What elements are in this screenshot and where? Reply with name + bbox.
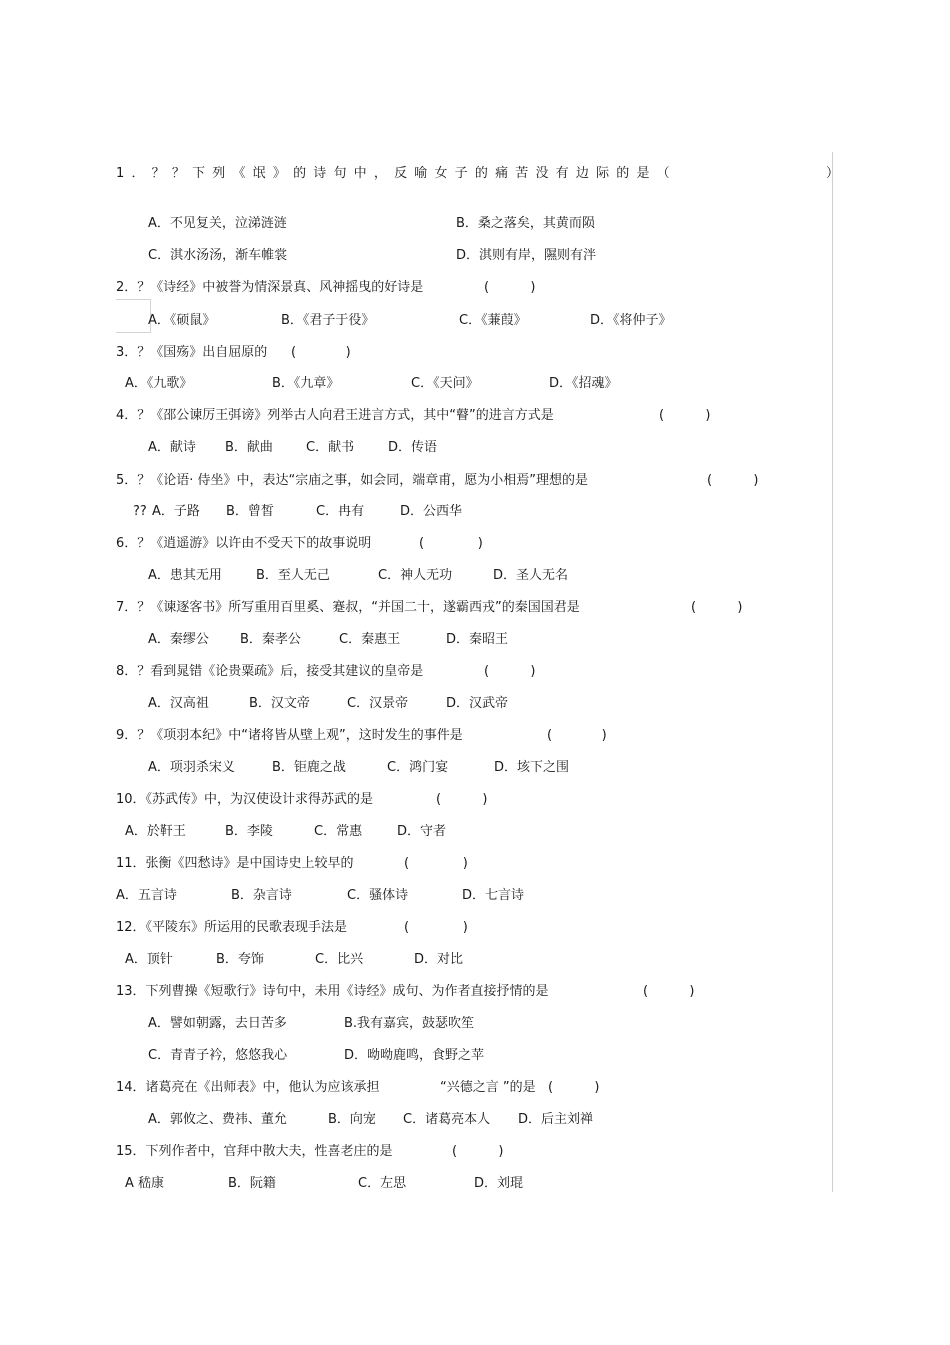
question-12-option-a: A．顶针 [125,952,173,967]
question-10-option-b: B．李陵 [225,824,273,839]
question-1-option-c: C．淇水汤汤，渐车帷裳 [148,248,288,263]
question-2-option-c: C．《蒹葭》 [459,313,527,328]
question-15-option-a: A 嵇康 [125,1176,165,1191]
question-11-option-d: D．七言诗 [462,888,525,903]
question-2-option-d: D．《将仲子》 [590,313,672,328]
question-5-option-c: C．冉有 [316,504,365,519]
question-9-stem: 9．？《项羽本纪》中“诸将皆从壁上观”，这时发生的事件是 [116,728,463,743]
question-2-answer-blank: ( ) [484,280,536,295]
question-2-stem: 2．？《诗经》中被誉为情深景真、风神摇曳的好诗是 [116,280,424,295]
question-5-stem: 5．？《论语· 侍坐》中，表达“宗庙之事，如会同，端章甫，愿为小相焉”理想的是 [116,473,589,488]
question-15-option-b: B．阮籍 [228,1176,276,1191]
question-8-answer-blank: ( ) [484,664,536,679]
question-9-option-d: D．垓下之围 [494,760,570,775]
question-7-option-a: A．秦缪公 [148,632,209,647]
question-8-option-b: B．汉文帝 [249,696,310,711]
question-8-option-c: C．汉景帝 [347,696,409,711]
question-12-option-b: B．夸饰 [216,952,264,967]
question-8-option-a: A．汉高祖 [148,696,209,711]
question-1-stem: 1．？？下列《氓》的诗句中，反喻女子的痛苦没有边际的是（ [116,166,677,181]
question-6-option-d: D．圣人无名 [493,568,569,583]
question-12-option-c: C．比兴 [315,952,364,967]
question-10-option-d: D．守者 [397,824,447,839]
question-9-answer-blank: ( ) [547,728,607,743]
question-10-answer-blank: ( ) [436,792,488,807]
question-7-stem: 7．？《谏逐客书》所写重用百里奚、蹇叔，“并国二十，遂霸西戎”的秦国国君是 [116,600,580,615]
question-15-stem: 15．下列作者中，官拜中散大夫，性喜老庄的是 [116,1144,393,1159]
question-14-option-c: C．诸葛亮本人 [403,1112,491,1127]
question-1-close-paren: ） [826,166,840,181]
question-13-stem: 13．下列曹操《短歌行》诗句中，未用《诗经》成句、为作者直接抒情的是 [116,984,549,999]
question-11-option-c: C．骚体诗 [347,888,409,903]
question-14-option-b: B．向宠 [328,1112,376,1127]
question-7-answer-blank: ( ) [691,600,743,615]
question-10-option-c: C．常惠 [314,824,363,839]
question-12-answer-blank: ( ) [404,920,468,935]
question-12-stem: 12．《平陵东》所运用的民歌表现手法是 [116,920,348,935]
question-13-option-a: A．譬如朝露，去日苦多 [148,1016,287,1031]
question-3-option-d: D．《招魂》 [549,376,618,391]
right-margin-line [832,152,833,1192]
question-9-option-b: B．钜鹿之战 [272,760,346,775]
question-14-option-d: D．后主刘禅 [518,1112,594,1127]
question-3-answer-blank: ( ) [291,345,351,360]
question-2-option-a: A．《硕鼠》 [148,313,216,328]
question-6-option-b: B．至人无己 [256,568,330,583]
question-4-stem: 4．？《邵公谏厉王弭谤》列举古人向君王进言方式，其中“瞽”的进言方式是 [116,408,554,423]
question-14-quoted-phrase: “兴德之言 ”的是 [440,1080,536,1095]
question-9-option-a: A．项羽杀宋义 [148,760,235,775]
question-10-stem: 10．《苏武传》中，为汉使设计求得苏武的是 [116,792,374,807]
question-8-stem: 8．？看到晁错《论贵粟疏》后，接受其建议的皇帝是 [116,664,424,679]
question-13-option-d: D．呦呦鹿鸣，食野之苹 [344,1048,485,1063]
question-11-option-b: B．杂言诗 [231,888,292,903]
question-2-option-b: B．《君子于役》 [281,313,375,328]
question-6-option-a: A．患其无用 [148,568,222,583]
question-6-answer-blank: ( ) [419,536,483,551]
question-4-option-d: D．传语 [388,440,438,455]
question-13-option-c: C．青青子衿，悠悠我心 [148,1048,288,1063]
question-5-option-b: B．曾皙 [226,504,274,519]
question-5-prefix: ?? [133,504,147,519]
question-1-option-d: D．淇则有岸，隰则有泮 [456,248,597,263]
question-3-stem: 3．？《国殇》出自屈原的 [116,345,268,360]
question-1-option-a: A．不见复关，泣涕涟涟 [148,216,287,231]
question-5-option-d: D．公西华 [400,504,463,519]
question-4-option-b: B．献曲 [225,440,273,455]
question-4-option-c: C．献书 [306,440,355,455]
question-7-option-b: B．秦孝公 [240,632,301,647]
question-7-option-c: C．秦惠王 [339,632,401,647]
question-15-answer-blank: ( ) [452,1144,504,1159]
question-3-option-a: A．《九歌》 [125,376,193,391]
question-6-stem: 6．？《逍遥游》以许由不受天下的故事说明 [116,536,372,551]
question-15-option-c: C．左思 [358,1176,407,1191]
question-11-answer-blank: ( ) [404,856,468,871]
scan-mark [116,299,151,333]
question-3-option-c: C．《天问》 [411,376,479,391]
question-13-answer-blank: ( ) [643,984,695,999]
question-14-answer-blank: ( ) [548,1080,600,1095]
question-12-option-d: D．对比 [414,952,464,967]
question-14-stem: 14．诸葛亮在《出师表》中，他认为应该承担 [116,1080,380,1095]
question-11-option-a: A．五言诗 [116,888,177,903]
question-4-answer-blank: ( ) [659,408,711,423]
question-15-option-d: D．刘琨 [474,1176,524,1191]
question-6-option-c: C．神人无功 [378,568,453,583]
question-8-option-d: D．汉武帝 [446,696,509,711]
question-10-option-a: A．於靬王 [125,824,186,839]
question-14-option-a: A．郭攸之、费祎、董允 [148,1112,287,1127]
question-1-option-b: B．桑之落矣，其黄而陨 [456,216,595,231]
question-5-answer-blank: ( ) [707,473,759,488]
question-9-option-c: C．鸿门宴 [387,760,449,775]
question-4-option-a: A．献诗 [148,440,196,455]
question-11-stem: 11．张衡《四愁诗》是中国诗史上较早的 [116,856,354,871]
question-7-option-d: D．秦昭王 [446,632,509,647]
question-5-option-a: A．子路 [152,504,200,519]
question-13-option-b: B.我有嘉宾，鼓瑟吹笙 [344,1016,475,1031]
question-3-option-b: B．《九章》 [272,376,340,391]
